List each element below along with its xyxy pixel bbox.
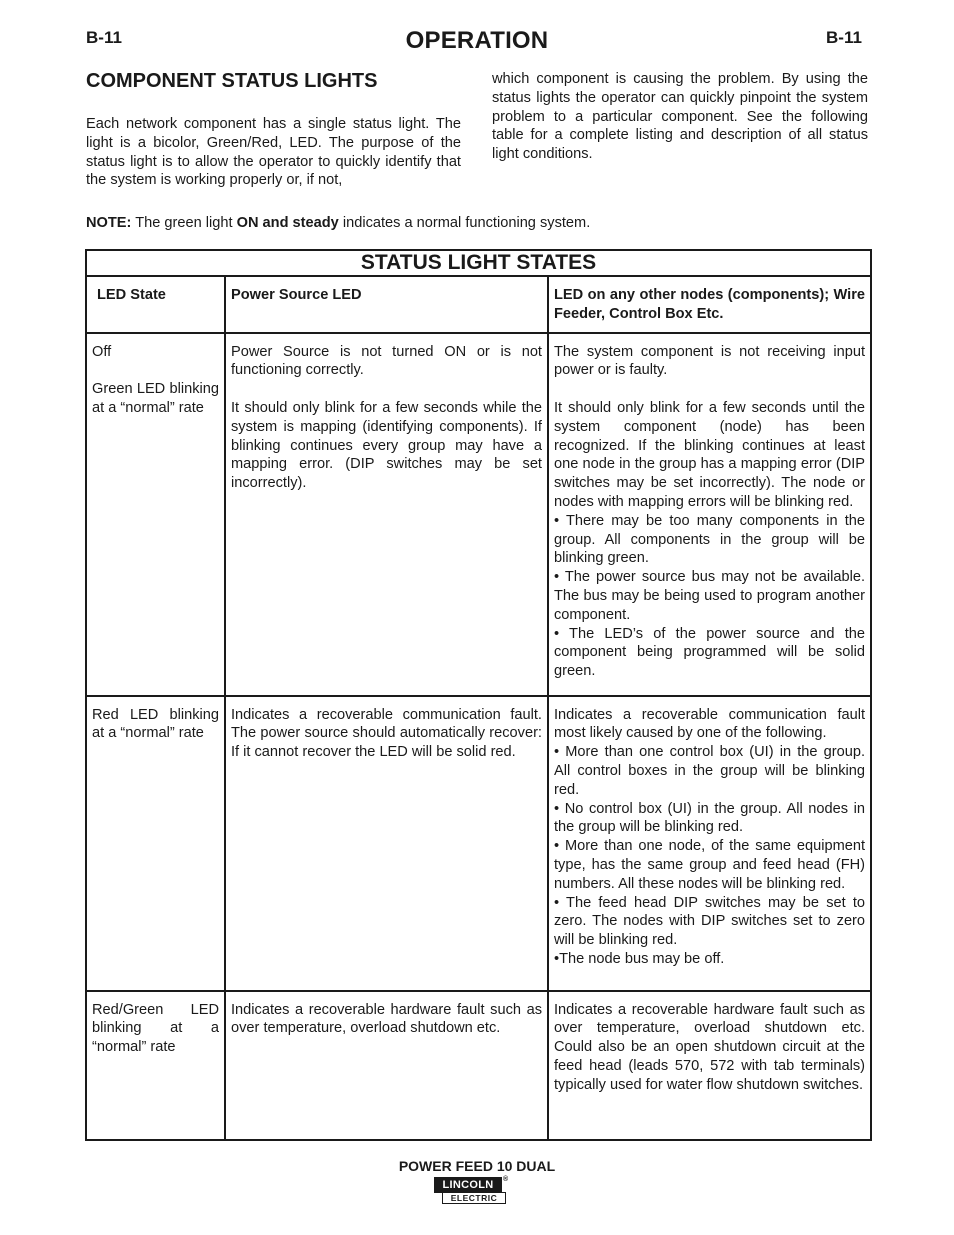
power-source-cell <box>225 696 548 991</box>
page-number-right: B-11 <box>826 28 862 47</box>
power-source-text: Indicates a recoverable communication fault. The power source should automatically recover: If it cannot recover the LED will be solid red. <box>231 706 542 761</box>
table-row <box>86 333 871 696</box>
other-nodes-cell <box>548 333 871 696</box>
power-source-text: Indicates a recoverable hardware fault such as over temperature, overload shutdown etc. <box>231 1001 542 1037</box>
note <box>86 215 590 231</box>
power-source-cell <box>225 333 548 696</box>
led-state-cell <box>86 991 225 1140</box>
section-heading: COMPONENT STATUS LIGHTS <box>86 70 378 92</box>
other-nodes-bullet: • There may be too many components in the group. All components in the group will be blinking green. <box>554 512 866 567</box>
header-other-nodes-led: LED on any other nodes (components); Wire Feeder, Control Box Etc. <box>548 276 871 333</box>
note-bold-text: ON and steady <box>236 215 339 231</box>
table-title: STATUS LIGHT STATES <box>86 250 871 276</box>
header-power-source-led: Power Source LED <box>225 276 548 333</box>
table-row <box>86 991 871 1140</box>
power-source-cell <box>225 991 548 1140</box>
intro-paragraph-right: which component is causing the problem. By using the status lights the operator can quickly pinpoint the system problem to a particular component. See the following table for a complete listing and description of all status light conditions. <box>492 71 868 163</box>
led-state-text: Off <box>92 343 112 360</box>
other-nodes-cell <box>548 991 871 1140</box>
logo-bottom-text: ELECTRIC <box>442 1192 506 1204</box>
led-state-text: Red LED blinking at a “normal” rate <box>92 706 219 742</box>
other-nodes-bullet: • The power source bus may not be available. The bus may be being used to program another component. <box>554 569 866 623</box>
led-state-text: Red/Green LED blinking at a “normal” rate <box>92 1001 219 1056</box>
other-nodes-text: Indicates a recoverable hardware fault such as over temperature, overload shutdown etc. Could also be an open shutdown circuit at the feed head (leads 570, 572 with tab terminals) typically used for water flow shutdown switches. <box>554 1001 866 1093</box>
note-label: NOTE: <box>86 215 132 231</box>
other-nodes-bullet: • More than one control box (UI) in the group. All control boxes in the group will be blinking red. <box>554 744 866 798</box>
power-source-text: Power Source is not turned ON or is not functioning correctly. <box>231 343 542 379</box>
registered-mark: ® <box>503 1176 509 1183</box>
other-nodes-text: It should only blink for a few seconds until the system component (node) has been recognized. If the blinking continues at least one node in the group has a mapping error (DIP switches may be set incorrectly). The node or nodes with mapping errors will be blinking red. <box>554 399 866 510</box>
note-text-1: The green light <box>131 215 237 231</box>
led-state-text: Green LED blinking at a “normal” rate <box>92 381 219 416</box>
other-nodes-text: Indicates a recoverable communication fault most likely caused by one of the following. <box>554 706 866 742</box>
header-led-state: LED State <box>86 276 225 333</box>
table-row <box>86 696 871 991</box>
status-light-states-table <box>85 249 872 1141</box>
intro-paragraph-left: Each network component has a single status light. The light is a bicolor, Green/Red, LED. The purpose of the status light is to allow the operator to quickly identify that the system is working properly or, if not, <box>86 116 461 189</box>
note-text-2: indicates a normal functioning system. <box>338 215 591 231</box>
other-nodes-bullet: • More than one node, of the same equipment type, has the same group and feed head (FH) numbers. All these nodes will be blinking red. <box>554 838 866 892</box>
led-state-cell <box>86 333 225 696</box>
other-nodes-bullet: • No control box (UI) in the group. All nodes in the group will be blinking red. <box>554 800 866 836</box>
other-nodes-bullet: • The LED’s of the power source and the component being programmed will be solid green. <box>554 625 866 680</box>
other-nodes-text: The system component is not receiving input power or is faulty. <box>554 343 866 379</box>
power-source-text: It should only blink for a few seconds while the system is mapping (identifying components). If blinking continues every group may have a mapping error. (DIP switches may be set incorrectly). <box>231 399 542 492</box>
logo-top-text: LINCOLN <box>434 1177 502 1193</box>
led-state-cell <box>86 696 225 991</box>
lincoln-electric-logo <box>434 1177 514 1207</box>
page-number-left: B-11 <box>86 28 122 47</box>
other-nodes-bullet: • The feed head DIP switches may be set to zero. The nodes with DIP switches set to zero will be blinking red. <box>554 894 866 949</box>
other-nodes-cell <box>548 696 871 991</box>
other-nodes-bullet: •The node bus may be off. <box>554 950 725 967</box>
page-title: OPERATION <box>405 27 549 54</box>
footer-product-name: POWER FEED 10 DUAL <box>398 1158 556 1174</box>
